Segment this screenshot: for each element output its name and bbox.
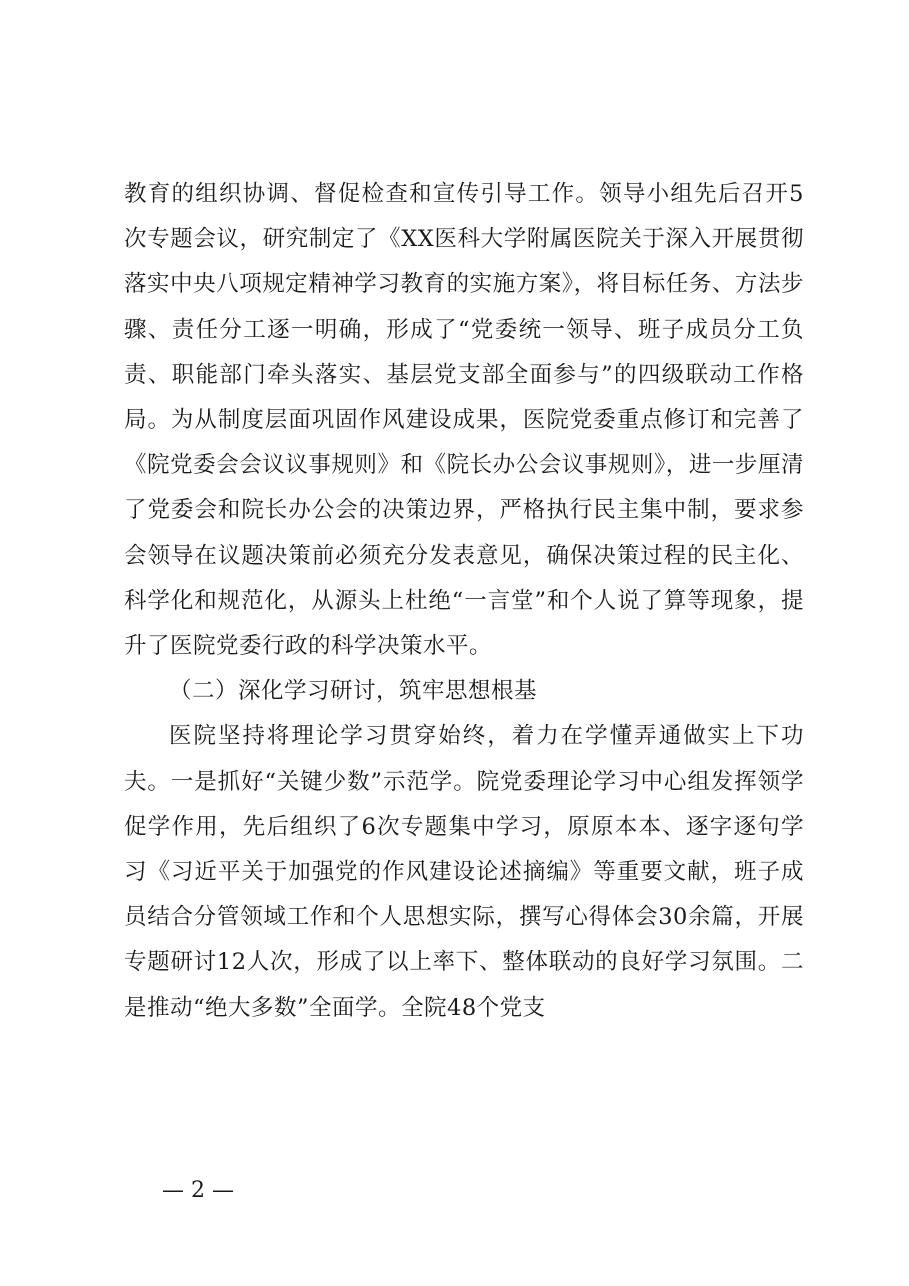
paragraph-body: 医院坚持将理论学习贯穿始终，着力在学懂弄通做实上下功夫。一是抓好“关键少数”示范学。院党委理论学习中心组发挥领学促学作用，先后组织了6次专题集中学习，原原本本、逐字逐句学习《习近平关于加强党的作风建设论述摘编》等重要文献，班子成员结合分管领域工作和个人思想实际，撰写心得体会30余篇，开展专题研讨12人次，形成了以上率下、整体联动的良好学习氛围。二是推动“绝大多数”全面学。全院48个党支 bbox=[124, 723, 804, 1021]
document-body bbox=[124, 172, 804, 1031]
page-number: — 2 — bbox=[162, 1178, 234, 1203]
section-heading: （二）深化学习研讨，筑牢思想根基 bbox=[169, 678, 538, 705]
paragraph-continuation: 教育的组织协调、督促检查和宣传引导工作。领导小组先后召开5次专题会议，研究制定了《XX医科大学附属医院关于深入开展贯彻落实中央八项规定精神学习教育的实施方案》，将目标任务、方法步骤、责任分工逐一明确，形成了“党委统一领导、班子成员分工负责、职能部门牵头落实、基层党支部全面参与”的四级联动工作格局。为从制度层面巩固作风建设成果，医院党委重点修订和完善了《院党委会会议议事规则》和《院长办公会议事规则》，进一步厘清了党委会和院长办公会的决策边界，严格执行民主集中制，要求参会领导在议题决策前必须充分发表意见，确保决策过程的民主化、科学化和规范化，从源头上杜绝“一言堂”和个人说了算等现象，提升了医院党委行政的科学决策水平。 bbox=[124, 181, 804, 660]
